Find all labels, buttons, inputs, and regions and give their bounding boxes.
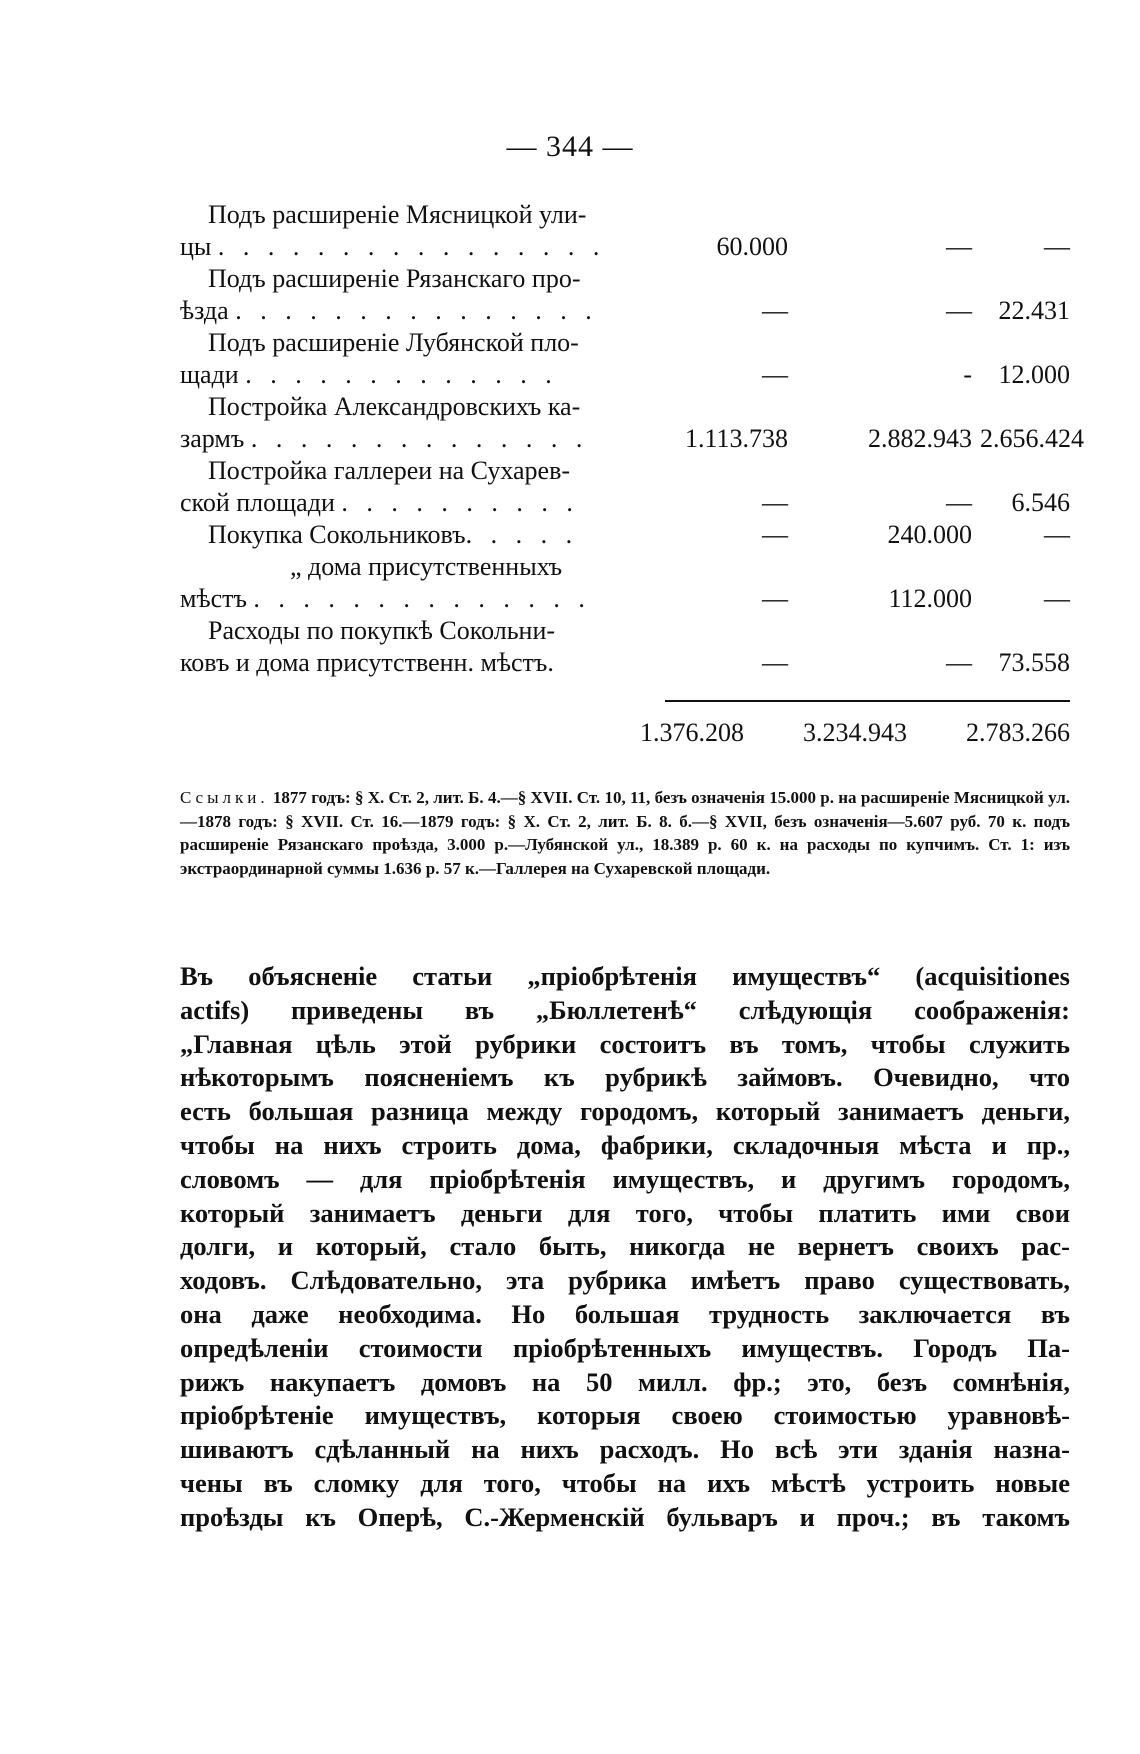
row-label-line1: Подъ расширеніе Рязанскаго про- <box>208 264 581 293</box>
row-label-line1: Расходы по покупкѣ Сокольни- <box>208 616 556 645</box>
table-row <box>180 392 1084 456</box>
page-number: — 344 — <box>506 130 634 163</box>
col1-value: — <box>762 360 788 389</box>
sources-heading: Ссылки. <box>180 788 269 807</box>
col2-value: 2.882.943 <box>868 424 972 453</box>
row-label-text: Покупка Сокольниковъ <box>208 520 466 549</box>
body-line: Въ объясненіе статьи „пріобрѣтенія имуществъ“ (acquisitiones <box>180 961 1070 991</box>
leader-dots: . . . . . . . . . . . . . . . <box>235 296 598 325</box>
col1-value: — <box>762 648 788 677</box>
body-line: есть большая разница между городомъ, который занимаетъ деньги, <box>180 1096 1070 1127</box>
body-line: который занимаетъ деньги для того, чтобы платить ими свои <box>180 1197 1070 1228</box>
col2-value: — <box>946 488 972 517</box>
col2-value: - <box>963 360 972 389</box>
col2-value: — <box>946 648 972 677</box>
body-line: она даже необходима. Но большая трудность заключается въ <box>180 1298 1070 1329</box>
row-label-line2 <box>180 488 650 518</box>
leader-dots: . . . . . . . . . . <box>341 488 579 517</box>
total-col3: 2.783.266 <box>966 718 1070 747</box>
row-label-line2 <box>180 424 650 454</box>
table-row <box>180 552 1070 616</box>
row-label-line2 <box>180 360 650 390</box>
col1-value: — <box>762 520 788 549</box>
total-col2: 3.234.943 <box>803 718 907 747</box>
col1-value: 1.113.738 <box>684 424 788 453</box>
col3-value: 6.546 <box>1011 488 1070 517</box>
leader-dots: . . . . . <box>465 520 579 549</box>
col1-value: — <box>762 584 788 613</box>
body-line: долги, и который, стало быть, никогда не вернетъ своихъ рас- <box>180 1231 1070 1262</box>
sources-text: 1877 годъ: § X. Ст. 2, лит. Б. 4.—§ XVII. Ст. 10, 11, безъ означенія 15.000 р. на расширеніе Мясницкой ул.—1878 годъ: § XVII. Ст. 16.—1879 годъ: § X. Ст. 2, лит. Б. 8. б.—§ XVII, безъ означенія—5.607 руб. 70 к. подъ расширеніе Рязанскаго проѣзда, 3.000 р.—Лубянской ул., 18.389 р. 60 к. на расходы по купчимъ. Ст. 1: изъ экстраординарной суммы 1.636 р. 57 к.—Галлерея на Сухаревской площади. <box>180 788 1071 878</box>
row-label-line1: Подъ расширеніе Мясницкой ули- <box>208 200 587 229</box>
table-row <box>180 616 1070 680</box>
col2-value: 112.000 <box>888 584 972 613</box>
row-label-line1: Постройка Александровскихъ ка- <box>208 392 581 421</box>
row-label-text: ѣзда <box>180 296 229 325</box>
col2-value: — <box>946 296 972 325</box>
body-line: словомъ — для пріобрѣтенія имуществъ, и другимъ городомъ, <box>180 1163 1070 1194</box>
body-line: пріобрѣтеніе имуществъ, которыя своею стоимостью уравновѣ- <box>180 1400 1070 1431</box>
body-line: проѣзды къ Оперѣ, С.-Жерменскій бульваръ и проч.; въ такомъ <box>180 1501 1070 1532</box>
col3-value: — <box>1044 520 1070 549</box>
col3-value: 73.558 <box>998 648 1070 677</box>
leader-dots: . . . . . . . . . . . . . . . . <box>217 232 606 261</box>
body-line: ходовъ. Слѣдовательно, эта рубрика имѣетъ право существовать, <box>180 1265 1070 1296</box>
body-line: чтобы на нихъ строить дома, фабрики, складочныя мѣста и пр., <box>180 1129 1070 1160</box>
row-label-line1: Постройка галлереи на Сухарев- <box>208 456 571 485</box>
total-col1: 1.376.208 <box>640 718 744 747</box>
col3-value: — <box>1044 584 1070 613</box>
row-label-text: мѣстъ <box>180 584 247 613</box>
row-label-line2 <box>180 584 650 614</box>
table-row <box>180 264 1070 328</box>
leader-dots: . . . . . . . . . . . . . <box>245 360 558 389</box>
col3-value: — <box>1044 232 1070 261</box>
col2-value: 240.000 <box>887 520 972 549</box>
row-label-line1: Подъ расширеніе Лубянской пло- <box>208 328 579 357</box>
total-rule <box>665 700 1070 702</box>
row-label-text: ской площади <box>180 488 335 517</box>
body-line: рижъ накупаетъ домовъ на 50 милл. фр.; это, безъ сомнѣнія, <box>180 1366 1070 1397</box>
row-label-text: цы <box>180 232 212 261</box>
col1-value: — <box>762 296 788 325</box>
leader-dots: . . . . . . . . . . . . . . <box>253 584 591 613</box>
row-label-line2 <box>180 296 650 326</box>
col2-value: — <box>946 232 972 261</box>
row-label-text: зармъ <box>180 424 245 453</box>
table-row <box>180 520 1070 552</box>
expense-table <box>180 200 1084 680</box>
row-label-line2: ковъ и дома присутственн. мѣстъ. <box>180 648 554 677</box>
body-line: чены въ сломку для того, чтобы на ихъ мѣстѣ устроить новые <box>180 1467 1070 1498</box>
table-row <box>180 328 1070 392</box>
table-row <box>180 200 1070 264</box>
col3-value: 22.431 <box>998 296 1070 325</box>
col3-value: 12.000 <box>998 360 1070 389</box>
col1-value: 60.000 <box>716 232 788 261</box>
table-row <box>180 456 1070 520</box>
row-label-text: щади <box>180 360 239 389</box>
body-line: шиваютъ сдѣланный на нихъ расходъ. Но всѣ эти зданія назна- <box>180 1434 1070 1465</box>
sources-note <box>180 786 1070 880</box>
leader-dots: . . . . . . . . . . . . . . <box>250 424 589 453</box>
body-paragraph <box>180 960 1070 1535</box>
body-line: опредѣленіи стоимости пріобрѣтенныхъ имуществъ. Городъ Па- <box>180 1332 1070 1363</box>
row-label-line2 <box>180 232 650 262</box>
body-line: „Главная цѣль этой рубрики состоитъ въ томъ, чтобы служить <box>180 1028 1070 1059</box>
row-label-line1: „ дома присутственныхъ <box>290 552 563 581</box>
totals-row <box>640 718 1070 748</box>
col3-value: 2.656.424 <box>980 424 1084 453</box>
body-line: actifs) приведены въ „Бюллетенѣ“ слѣдующія соображенія: <box>180 994 1070 1025</box>
body-line: нѣкоторымъ поясненіемъ къ рубрикѣ займовъ. Очевидно, что <box>180 1062 1070 1093</box>
col1-value: — <box>762 488 788 517</box>
